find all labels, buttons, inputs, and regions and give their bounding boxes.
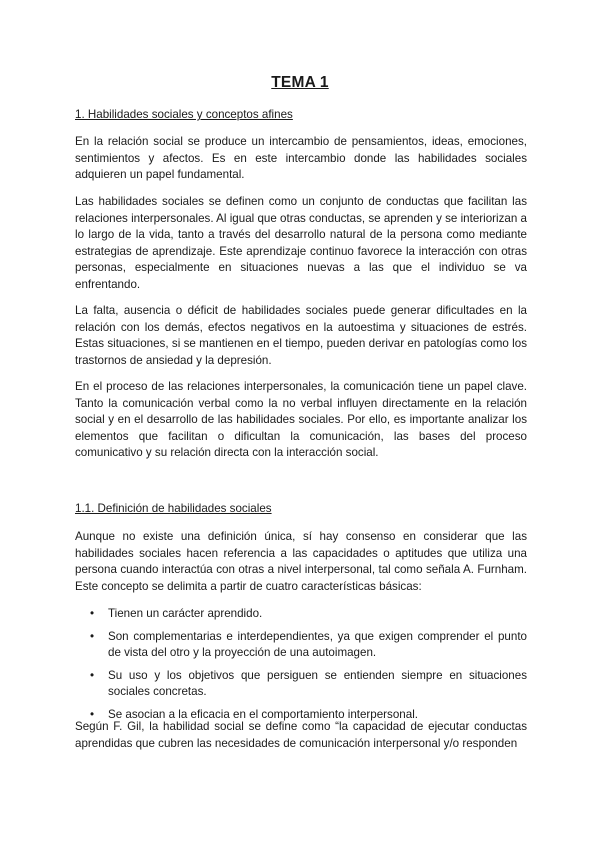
characteristics-list bbox=[75, 606, 527, 730]
list-item-text: Son complementarias e interdependientes, ya que exigen comprender el punto de vista del otro y la proyección de una autoimagen. bbox=[108, 629, 527, 660]
page-title: TEMA 1 bbox=[271, 74, 329, 91]
paragraph-1: En la relación social se produce un intercambio de pensamientos, ideas, emociones, sentimientos y afectos. Es en este intercambio donde las habilidades sociales adquieren un papel fundamental. bbox=[75, 135, 527, 182]
paragraph-definition-intro: Aunque no existe una definición única, sí hay consenso en considerar que las habilidades sociales hacen referencia a las capacidades o aptitudes que utiliza una persona cuando interactúa con otras a nivel interpersonal, tal como señala A. Furnham. Este concepto se delimita a partir de cuatro características básicas: bbox=[75, 530, 527, 593]
paragraph-3: La falta, ausencia o déficit de habilidades sociales puede generar dificultades en la relación con los demás, efectos negativos en la autoestima y situaciones de estrés. Estas situaciones, si se mantienen en el tiempo, pueden derivar en patologías como los trastornos de ansiedad y la depresión. bbox=[75, 304, 527, 367]
list-item-text: Tienen un carácter aprendido. bbox=[108, 607, 263, 620]
bullet-icon: • bbox=[90, 707, 95, 721]
bullet-icon: • bbox=[90, 629, 95, 643]
list-item-text: Su uso y los objetivos que persiguen se entienden siempre en situaciones sociales concretas. bbox=[108, 668, 527, 699]
bullet-icon: • bbox=[90, 668, 95, 682]
section-heading-2: 1.1. Definición de habilidades sociales bbox=[75, 502, 272, 515]
list-item bbox=[75, 668, 527, 701]
list-item bbox=[75, 629, 527, 662]
list-item-text: Se asocian a la eficacia en el comportamiento interpersonal. bbox=[108, 707, 418, 721]
paragraph-4: En el proceso de las relaciones interpersonales, la comunicación tiene un papel clave. Tanto la comunicación verbal como la no verbal influyen directamente en la relación social y en el desarrollo de las habilidades sociales. Por ello, es importante analizar los elementos que facilitan o dificultan la comunicación, las bases del proceso comunicativo y su relación directa con la interacción social. bbox=[75, 380, 527, 460]
paragraph-2: Las habilidades sociales se definen como un conjunto de conductas que facilitan las relaciones interpersonales. Al igual que otras conductas, se aprenden y se interiorizan a lo largo de la vida, tanto a través del desarrollo natural de la persona como mediante estrategias de aprendizaje. Este aprendizaje continuo favorece la interacción con otras personas, especialmente en situaciones nuevas a las que el individuo se va enfrentando. bbox=[75, 195, 527, 291]
paragraph-closing: Según F. Gil, la habilidad social se define como “la capacidad de ejecutar conductas aprendidas que cubren las necesidades de comunicación interpersonal y/o responden bbox=[75, 720, 527, 750]
section-heading-1: 1. Habilidades sociales y conceptos afines bbox=[75, 108, 293, 121]
list-item bbox=[75, 606, 527, 623]
bullet-icon: • bbox=[90, 607, 95, 620]
